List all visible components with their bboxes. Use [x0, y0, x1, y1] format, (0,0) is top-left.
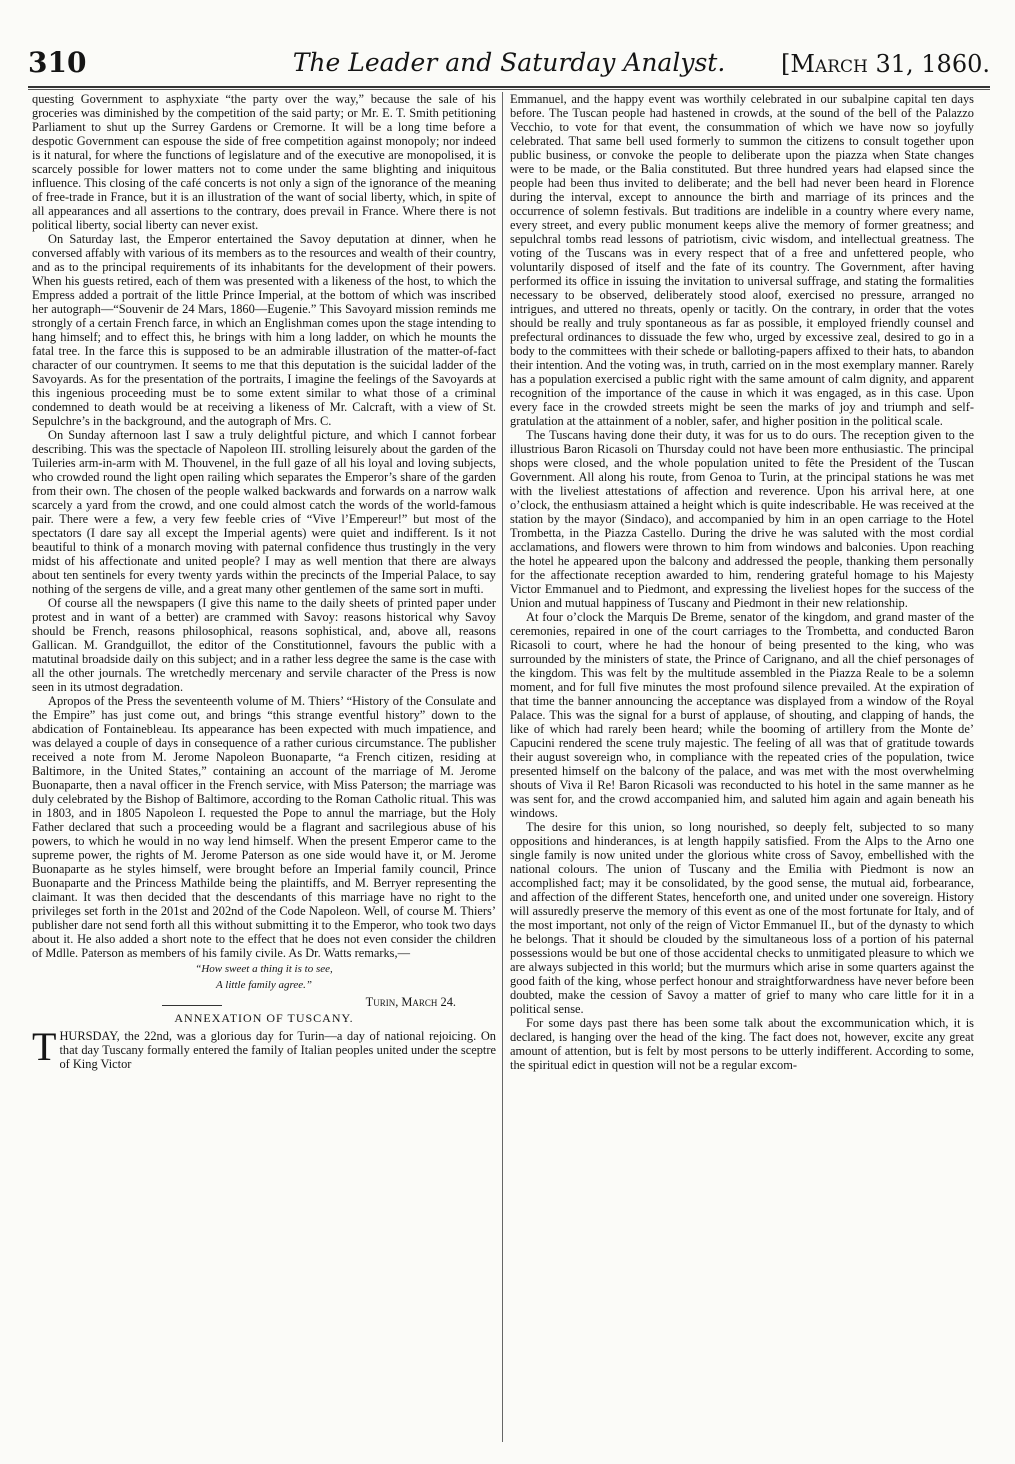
- right-paragraph-5: For some days past there has been some talk about the excommunication which, it is declared, is hanging over the head of the king. The fact does not, however, excite any great amount of attention, but is felt by most persons to be utterly indifferent. According to some, the spiritual edict in question will not be a regular excom-: [510, 1016, 974, 1072]
- right-paragraph-3: At four o’clock the Marquis De Breme, senator of the kingdom, and grand master of the ceremonies, repaired in one of the court carriages to the Trombetta, and conducted Baron Ricasoli to court, where he had the honour of being presented to the king, who was surrounded by the ministers of state, the Prince of Carignano, and all the chief personages of the kingdom. This was felt by the multitude assembled in the Piazza Reale to be a solemn moment, and for full five minutes the most profound silence prevailed. At the expiration of that time the banner announcing the acceptance was displayed from a window of the Royal Palace. This was the signal for a burst of applause, of shouting, and clapping of hands, the like of which had rarely been heard; while the booming of artillery from the Monte de’ Capucini rendered the scene truly majestic. The feeling of all was that of gratitude towards their august sovereign who, in compliance with the repeated cries of the population, twice presented himself on the balcony of the palace, and was met with the most overwhelming shouts of Viva il Re! Baron Ricasoli was reconducted to his hotel in the same manner as he was sent for, and the crowd accompanied him, and saluted him again and again beneath his windows.: [510, 610, 974, 820]
- verse-line-1: “How sweet a thing it is to see,: [195, 963, 333, 975]
- drop-cap: T: [32, 1024, 57, 1069]
- right-paragraph-4: The desire for this union, so long nourished, so deeply felt, subjected to so many oppositions and hinderances, is at length happily satisfied. From the Alps to the Arno one single family is now united under the glorious white cross of Savoy, embellished with the national colours. The union of Tuscany and the Emilia with Piedmont is now an accomplished fact; may it be consolidated, by the good sense, the mutual aid, forbearance, and affection of the different States, henceforth one, and united under one sovereign. History will assuredly preserve the memory of this event as one of the most fortunate for Italy, and of the most important, not only of the reign of Victor Emmanuel II., but of the dynasty to which he belongs. That it should be clouded by the simultaneous loss of a portion of his paternal possessions would be but one of those accidental checks to unmitigated pleasure to which we are always subjected in this world; but the murmurs which arise in some quarters against the good faith of the king, whose perfect honour and straightforwardness have never before been doubted, make the cession of Savoy a matter of grief to many who care little for it in a political sense.: [510, 820, 974, 1016]
- section-heading: ANNEXATION OF TUSCANY.: [174, 1011, 354, 1025]
- right-paragraph-2: The Tuscans having done their duty, it was for us to do ours. The reception given to the illustrious Baron Ricasoli on Thursday could not have been more enthusiastic. The principal shops were closed, and the whole population united to fête the President of the Tuscan Government. All along his route, from Genoa to Turin, at the principal stations he was met with the liveliest attestations of affection and reverence. Upon his arrival here, at one o’clock, the enthusiasm attained a height which is quite indescribable. He was received at the station by the mayor (Sindaco), and accompanied by him in an open carriage to the Hotel Trombetta, in the Piazza Castello. During the drive he was saluted with the most cordial acclamations, and flowers were thrown to him from windows and balconies. Upon reaching the hotel he appeared upon the balcony and addressed the people, thanking them personally for the affectionate reception awarded to him, rendering grateful homage to his Majesty Victor Emmanuel and to Piedmont, and expressing the liveliest hopes for the success of the Union and mutual happiness of Tuscany and Piedmont in their new relationship.: [510, 428, 974, 610]
- header-rule-thin: [28, 89, 990, 90]
- left-paragraph-2: On Saturday last, the Emperor entertained the Savoy deputation at dinner, when he conversed affably with various of its members as to the resources and wealth of their country, and as to the principal requirements of its inhabitants for the development of their powers. When his guests retired, each of them was presented with a likeness of the host, to which the Empress added a portrait of the little Prince Imperial, at the bottom of which was inscribed her autograph—“Souvenir de 24 Mars, 1860—Eugenie.” This Savoyard mission reminds me strongly of a certain French farce, in which an Englishman comes upon the stage intending to hang himself; and to effect this, he brings with him a long ladder, on which he mounts the fatal tree. In the farce this is supposed to be an admirable illustration of the matter-of-fact character of our countrymen. It seems to me that this deputation is the suicidal ladder of the Savoyards. As for the presentation of the portraits, I imagine the feelings of the Savoyards at this ingenious proceeding must be to some extent similar to what those of a criminal condemned to death would be at receiving a likeness of Mr. Calcraft, with a view of St. Sepulchre’s in the background, and the autograph of Mrs. C.: [32, 232, 496, 428]
- dateline-row: [32, 995, 496, 1009]
- header-rule: [28, 86, 990, 88]
- left-paragraph-3: On Sunday afternoon last I saw a truly delightful picture, and which I cannot forbear describing. This was the spectacle of Napoleon III. strolling leisurely about the garden of the Tuileries arm-in-arm with M. Thouvenel, in the full gaze of all his loyal and loving subjects, who crowded round the light open railing which separates the Emperor’s share of the garden from their own. The chosen of the people walked backwards and forwards on a narrow walk scarcely a yard from the crowd, and one could almost catch the words of the world-famous pair. There were a few, a very few feeble cries of “Vive l’Empereur!” but most of the spectators (I dare say all except the Imperial agents) were quiet and indifferent. Is it not beautiful to think of a monarch moving with paternal confidence thus trustingly in the very midst of his affectionate and united people? I may as well mention that there are always about ten sentinels for every twenty yards within the precincts of the Imperial Palace, to say nothing of the sergens de ville, and a great many other gentlemen of the same sort in mufti.: [32, 428, 496, 596]
- page-header: [28, 46, 990, 88]
- left-paragraph-1: questing Government to asphyxiate “the party over the way,” because the sale of his groceries was diminished by the competition of the said party; or Mr. E. T. Smith petitioning Parliament to shut up the Surrey Gardens or Cremorne. It will be a long time before a despotic Government can espouse the side of free competition against monopoly; nor indeed is it natural, for where the functions of legislature and of the executive are monopolised, it is scarcely possible for lower matters not to come under the same blighting and iniquitous influence. This closing of the café concerts is not only a sign of the ignorance of the meaning of free-trade in France, but it is an illustration of the want of social liberty, which, in spite of all appearances and all assertions to the contrary, does prevail in France. Where there is not political liberty, social liberty can never exist.: [32, 92, 496, 232]
- publication-title: The Leader and Saturday Analyst.: [292, 48, 726, 77]
- left-paragraph-4: Of course all the newspapers (I give this name to the daily sheets of printed paper under protest and in want of a better) are crammed with Savoy: reasons historical why Savoy should be French, reasons philosophical, reasons sophistical, and, above all, reasons Gallican. M. Grandguillot, the editor of the Constitutionnel, favours the public with a matutinal broadside daily on this subject; and in a rather less degree the same is the case with all the other journals. The wretchedly mercenary and servile character of the Press is now seen in its utmost degradation.: [32, 596, 496, 694]
- page-number: 310: [28, 46, 87, 79]
- right-paragraph-1: Emmanuel, and the happy event was worthily celebrated in our subalpine capital ten days before. The Tuscan people had hastened in crowds, at the sound of the bell of the Palazzo Vecchio, to vote for that event, the consummation of which we have now so joyfully celebrated. That same bell used formerly to summon the citizens to consult together upon public business, or convoke the people to deliberate upon the piazza when State changes were to be made, or the Balia constituted. But three hundred years had elapsed since the people had been thus invited to deliberate; and the bell had never been heard in Florence during the interval, except to announce the birth and marriage of its princes and the occurrence of solemn festivals. But traditions are indelible in a country where every name, every street, and every public monument keeps alive the memory of former greatness; and sepulchral tombs read lessons of patriotism, civic wisdom, and intellectual greatness. The voting of the Tuscans was in every respect that of a free and unfettered people, who voluntarily disposed of itself and the fate of its country. The Government, after having performed its office in issuing the invitation to universal suffrage, and stating the formalities necessary to be observed, deliberately stood aloof, exercised no pressure, arranged no intrigues, and uttered no threats, openly or tacitly. On the contrary, in order that the votes should be really and truly spontaneous as far as possible, it employed friendly counsel and prefectural ordinances to dissuade the few who, urged by excessive zeal, desired to go in a body to the committees with their schede or balloting-papers affixed to their hats, to abandon their intention. And the voting was, in truth, carried on in the most exemplary manner. Rarely has a population exercised a public right with the same amount of calm dignity, and apparent recognition of the importance of the cause in which it was engaged, as in this case. Upon every face in the crowded streets might be seen the marks of joy and triumph and self-gratulation at the attainment of a nobler, safer, and higher position in the political scale.: [510, 92, 974, 428]
- right-column: [510, 92, 974, 1458]
- left-paragraph-5: Apropos of the Press the seventeenth volume of M. Thiers’ “History of the Consulate and the Empire” has just come out, and brings “this strange eventful history” down to the abdication of Fontainebleau. Its appearance has been expected with much impatience, and was delayed a couple of days in consequence of a rather curious circumstance. The publisher received a note from M. Jerome Napoleon Buonaparte, “a French citizen, residing at Baltimore, in the United States,” containing an account of the marriage of M. Jerome Buonaparte, then a naval officer in the French service, with Miss Paterson; the marriage was duly celebrated by the Bishop of Baltimore, according to the Roman Catholic ritual. This was in 1803, and in 1805 Napoleon I. requested the Pope to annul the marriage, but the Holy Father declared that such a proceeding would be a flagrant and sacrilegious abuse of his powers, to which he would in no way lend himself. When the present Emperor came to the supreme power, the rights of M. Jerome Paterson as one side would have it, or M. Jerome Buonaparte as he styles himself, were brought before an Imperial family council, Prince Buonaparte and the Princess Mathilde being the plaintiffs, and M. Berryer representing the claimant. It was then decided that the descendants of this marriage have no right to the privileges set forth in the 201st and 202nd of the Code Napoleon. Well, of course M. Thiers’ publisher dare not send forth all this without submitting it to the Emperor, who took two days about it. He also added a short note to the effect that he does not even consider the children of Mdlle. Paterson as members of his family civile. As Dr. Watts remarks,—: [32, 694, 496, 960]
- column-divider: [502, 92, 503, 1442]
- left-paragraph-6: [32, 1024, 496, 1071]
- section-rule: [162, 1005, 222, 1006]
- verse-line-2: A little family agree.”: [216, 979, 312, 991]
- issue-date: [March 31, 1860.: [781, 50, 990, 78]
- dateline: Turin, March 24.: [365, 995, 456, 1009]
- left-column: [32, 92, 496, 1458]
- left-paragraph-6-text: HURSDAY, the 22nd, was a glorious day for Turin—a day of national rejoicing. On that day Tuscany formally entered the family of Italian peoples united under the sceptre of King Victor: [59, 1029, 496, 1071]
